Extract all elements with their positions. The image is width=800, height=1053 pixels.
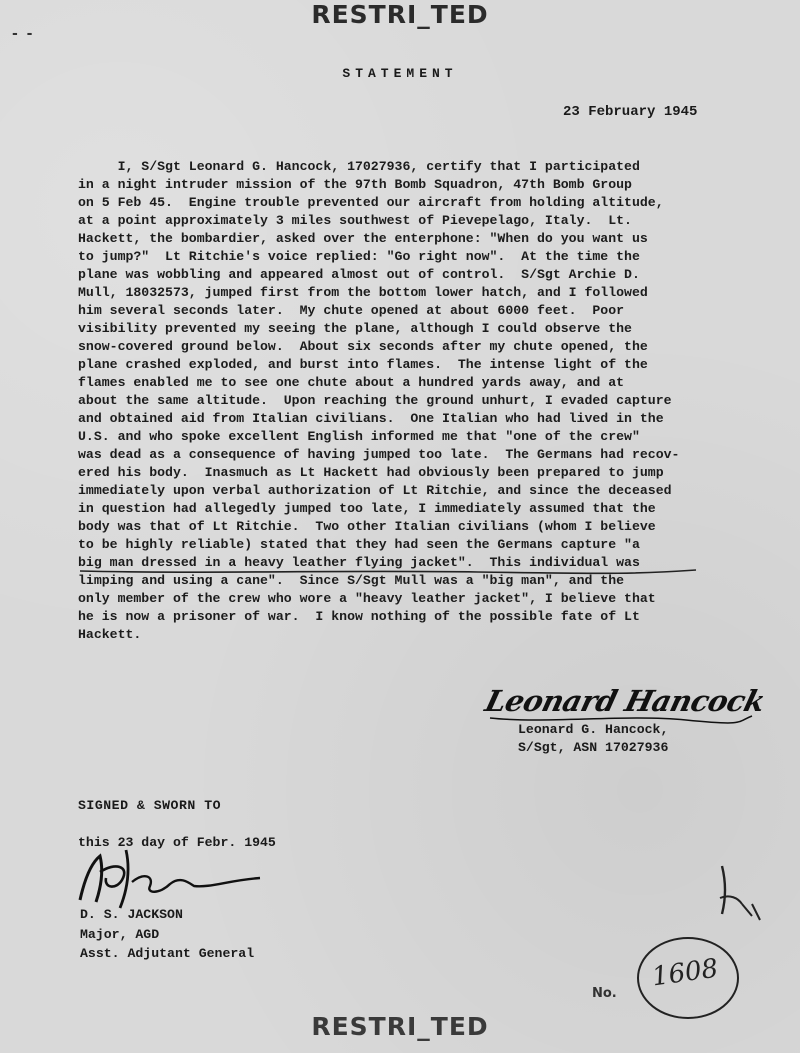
corner-mark: - -	[12, 26, 35, 42]
body-text-line: he is now a prisoner of war. I know nothing of the possible fate of Lt	[78, 609, 640, 624]
officer-rank: Major, AGD	[80, 927, 160, 942]
handwritten-initials	[712, 858, 772, 928]
sworn-heading: SIGNED & SWORN TO	[78, 798, 222, 813]
body-text-line: flames enabled me to see one chute about a hundred yards away, and at	[78, 375, 625, 390]
body-text-line: at a point approximately 3 miles southwest of Pievepelago, Italy. Lt.	[78, 213, 632, 228]
document-date: 23 February 1945	[563, 104, 698, 120]
body-text-line: body was that of Lt Ritchie. Two other Italian civilians (whom I believe	[78, 519, 656, 534]
body-text-line: in a night intruder mission of the 97th Bomb Squadron, 47th Bomb Group	[78, 177, 632, 192]
body-text-line: to be highly reliable) stated that they had seen the Germans capture "a	[78, 537, 640, 552]
body-text-line: only member of the crew who wore a "heavy leather jacket", I believe that	[78, 591, 656, 606]
body-text-line: him several seconds later. My chute opened at about 6000 feet. Poor	[78, 303, 625, 318]
body-text-line: Hackett, the bombardier, asked over the enterphone: "When do you want us	[78, 231, 648, 246]
body-text-line: in question had allegedly jumped too late, I immediately assumed that the	[78, 501, 656, 516]
body-text-line: Hackett.	[78, 627, 142, 642]
hancock-signature: Leonard Hancock	[481, 684, 769, 718]
body-text-line: about the same altitude. Upon reaching the ground unhurt, I evaded capture	[78, 393, 672, 408]
body-text-line: to jump?" Lt Ritchie's voice replied: "Go right now". At the time the	[78, 249, 640, 264]
restricted-stamp-bottom: RESTRI_TED	[311, 1012, 489, 1041]
jackson-signature	[60, 842, 280, 914]
signer-rank-serial: S/Sgt, ASN 17027936	[518, 740, 669, 755]
signer-name: Leonard G. Hancock,	[518, 722, 669, 737]
body-text-line: was dead as a consequence of having jumped too late. The Germans had recov-	[78, 447, 680, 462]
document-title: STATEMENT	[342, 66, 458, 81]
sworn-date-line: this 23 day of Febr. 1945	[78, 835, 276, 850]
body-text-line: plane crashed exploded, and burst into flames. The intense light of the	[78, 357, 648, 372]
document-number-value: 1608	[650, 953, 720, 993]
body-text-line: visibility prevented my seeing the plane, although I could observe the	[78, 321, 632, 336]
body-text-line: ered his body. Inasmuch as Lt Hackett had obviously been prepared to jump	[78, 465, 664, 480]
officer-name: D. S. JACKSON	[80, 907, 183, 922]
body-text-line: U.S. and who spoke excellent English informed me that "one of the crew"	[78, 429, 640, 444]
body-text-line: I, S/Sgt Leonard G. Hancock, 17027936, certify that I participated	[78, 159, 640, 174]
body-text-line: snow-covered ground below. About six seconds after my chute opened, the	[78, 339, 648, 354]
handwritten-underline	[78, 568, 698, 576]
body-text-line: and obtained aid from Italian civilians. One Italian who had lived in the	[78, 411, 664, 426]
restricted-stamp-top: RESTRI_TED	[311, 0, 489, 29]
officer-title: Asst. Adjutant General	[80, 946, 255, 961]
body-text-line: big man dressed in a heavy leather flying jacket". This individual was	[78, 555, 640, 570]
body-text-line: limping and using a cane". Since S/Sgt Mull was a "big man", and the	[78, 573, 625, 588]
body-text-line: Mull, 18032573, jumped first from the bottom lower hatch, and I followed	[78, 285, 648, 300]
body-text-line: immediately upon verbal authorization of Lt Ritchie, and since the deceased	[78, 483, 672, 498]
body-text-line: on 5 Feb 45. Engine trouble prevented our aircraft from holding altitude,	[78, 195, 664, 210]
body-text-line: plane was wobbling and appeared almost out of control. S/Sgt Archie D.	[78, 267, 640, 282]
document-number-prefix: No.	[592, 986, 617, 1001]
